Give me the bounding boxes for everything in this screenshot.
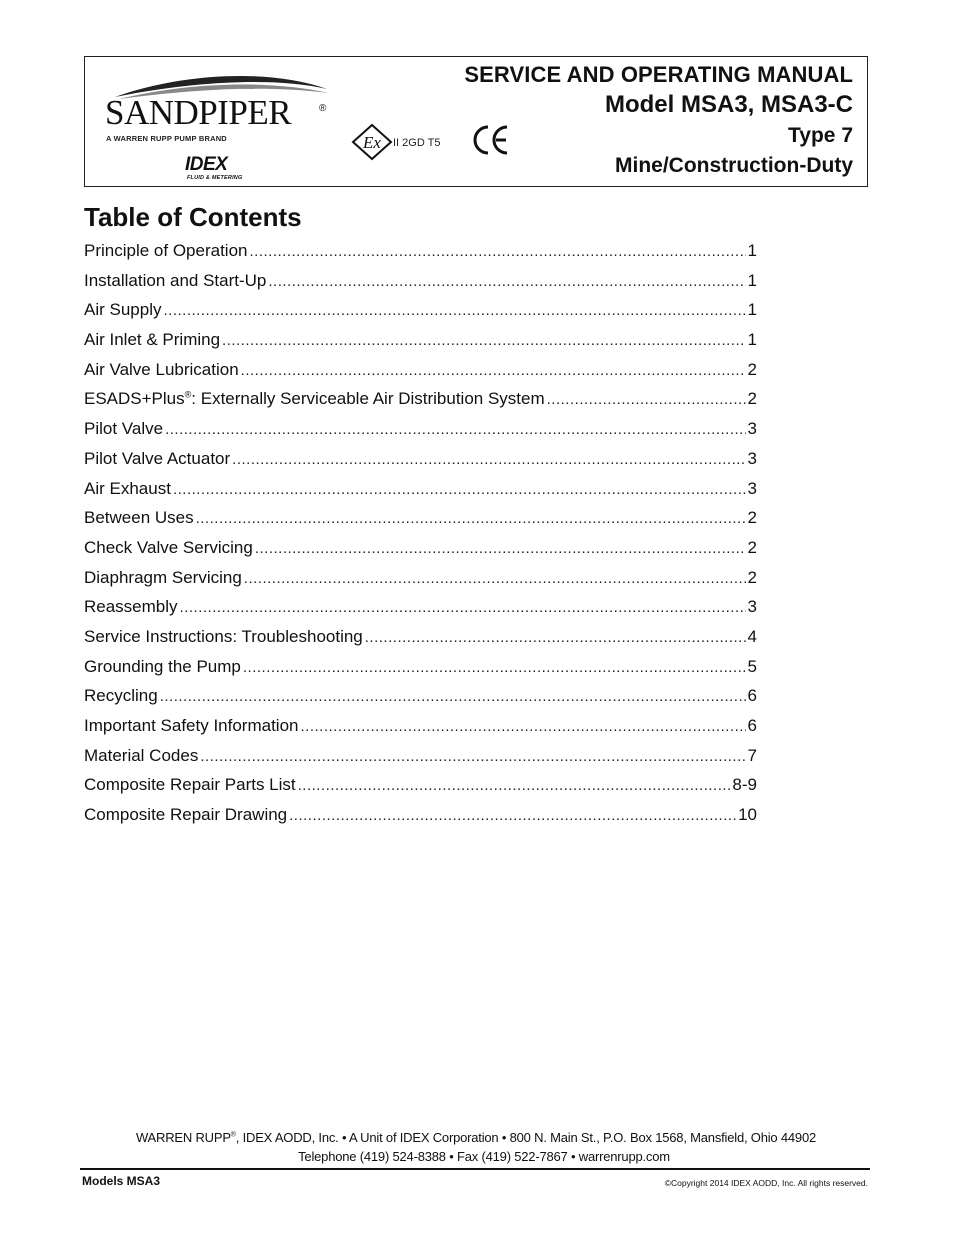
toc-entry-page: 2 [747,389,757,409]
toc-entry[interactable] [84,686,757,716]
toc-entry-page: 10 [738,805,757,825]
toc-entry-page: 3 [747,419,757,439]
toc-entry-page: 3 [747,478,757,498]
toc-leader-dots [365,629,746,646]
toc-entry-page: 1 [747,300,757,320]
toc-entry-label: Recycling [84,686,158,706]
toc-entry-page: 6 [747,716,757,735]
toc-entry[interactable] [84,330,757,360]
toc-entry[interactable] [84,716,757,746]
toc-entry-label: Service Instructions: Troubleshooting [84,626,363,646]
toc-entry[interactable] [84,360,757,390]
toc-entry-label: Grounding the Pump [84,656,241,676]
footer-model-label: Models MSA3 [82,1174,161,1188]
toc-entry[interactable] [84,746,757,776]
toc-entry-page: 3 [747,597,757,617]
footer-address-text: , IDEX AODD, Inc. • A Unit of IDEX Corporation • 800 N. Main St., P.O. Box 1568, Mansfield, Ohio 44902 [235,1130,817,1145]
toc-entry[interactable] [84,568,757,598]
footer-company-reg: ® [230,1131,236,1139]
toc-entry[interactable] [84,241,757,271]
toc-entry-page: 1 [747,330,757,350]
footer-address [84,1130,868,1145]
atex-code: II 2GD T5 [393,137,441,149]
toc-entry-label: Principle of Operation [84,241,248,260]
toc-leader-dots [268,273,745,290]
model-heading: Model MSA3, MSA3-C [604,91,853,118]
toc-leader-dots [289,807,736,824]
toc-leader-dots [244,570,746,587]
toc-leader-dots [160,688,746,705]
toc-entry-page: 8-9 [732,775,757,795]
toc-leader-dots [232,451,745,468]
toc-entry-label: Reassembly [84,597,178,617]
toc-entry-label: Diaphragm Servicing [84,567,242,587]
footer-copyright: ©Copyright 2014 IDEX AODD, Inc. All rights reserved. [664,1178,868,1188]
toc-entry[interactable] [84,419,757,449]
toc-leader-dots [249,243,745,260]
toc-entry-page: 1 [747,270,757,290]
manual-title: SERVICE AND OPERATING MANUAL [464,62,853,87]
idex-logo [185,155,242,181]
toc-entry-page: 3 [747,448,757,468]
atex-ex-icon [351,123,393,161]
footer-divider [80,1168,870,1170]
brand-name: SANDPIPER [105,93,292,132]
toc-entry-label: Important Safety Information [84,716,299,735]
toc-entry-label: Composite Repair Parts List [84,775,296,795]
toc-entry-label: Composite Repair Drawing [84,805,288,825]
toc-entry-label: Pilot Valve Actuator [84,448,231,468]
toc-leader-dots [200,748,745,765]
sandpiper-logo [95,67,335,181]
toc-entry[interactable] [84,657,757,687]
toc-entry-page: 5 [747,656,757,676]
toc-entry-page: 4 [747,626,757,646]
toc-leader-dots [255,540,746,557]
toc-entry[interactable] [84,805,757,835]
toc-leader-dots [163,302,745,319]
toc-leader-dots [196,510,746,527]
toc-leader-dots [241,362,746,379]
toc-leader-dots [301,718,746,735]
toc-entry[interactable] [84,300,757,330]
toc-entry[interactable] [84,479,757,509]
manual-title-block [464,61,853,181]
toc-entry-page: 2 [747,508,757,528]
header-box [84,56,868,187]
toc-entry-label: Installation and Start-Up [84,270,267,290]
idex-wordmark: IDEX [185,154,228,175]
type-heading: Type 7 [788,124,853,147]
toc-entry[interactable] [84,508,757,538]
footer-company: WARREN RUPP [135,1130,231,1145]
toc-leader-dots [243,659,746,676]
toc-entry[interactable] [84,597,757,627]
toc-entry-page: 2 [747,359,757,379]
toc-entry-label: Air Inlet & Priming [84,330,221,350]
toc-entry-page: 2 [747,567,757,587]
toc-leader-dots [547,391,746,408]
toc-leader-dots [180,599,746,616]
toc-entry-label: Air Supply [84,300,162,320]
duty-heading: Mine/Construction-Duty [615,154,853,177]
toc-leader-dots [298,777,731,794]
toc-entry-label: Material Codes [84,745,199,765]
toc-list [84,241,757,835]
toc-entry-label: Air Valve Lubrication [84,359,239,379]
brand-registered-mark: ® [319,103,327,114]
toc-entry-page: 6 [747,686,757,706]
toc-entry-label: Between Uses [84,508,194,528]
toc-entry[interactable] [84,627,757,657]
toc-entry-page: 7 [747,745,757,765]
toc-leader-dots [173,481,746,498]
toc-entry[interactable] [84,449,757,479]
toc-entry-label: Air Exhaust [84,478,171,498]
brand-tagline: A WARREN RUPP PUMP BRAND [106,134,227,143]
toc-entry[interactable] [84,775,757,805]
toc-entry[interactable] [84,271,757,301]
toc-entry-page: 1 [747,241,757,260]
toc-entry-label: Pilot Valve [84,419,164,439]
toc-entry-label: ESADS+Plus®: Externally Serviceable Air Distribution System [84,389,545,409]
svg-text:Ex: Ex [363,133,381,152]
footer-contact: Telephone (419) 524-8388 • Fax (419) 522-7867 • warrenrupp.com [298,1149,670,1164]
toc-entry[interactable] [84,538,757,568]
toc-leader-dots [165,421,745,438]
toc-entry[interactable] [84,389,757,419]
toc-entry-page: 2 [747,537,757,557]
toc-entry-label: Check Valve Servicing [84,537,253,557]
toc-leader-dots [222,332,745,349]
toc-title: Table of Contents [84,202,302,232]
idex-tagline: FLUID & METERING [187,175,243,181]
